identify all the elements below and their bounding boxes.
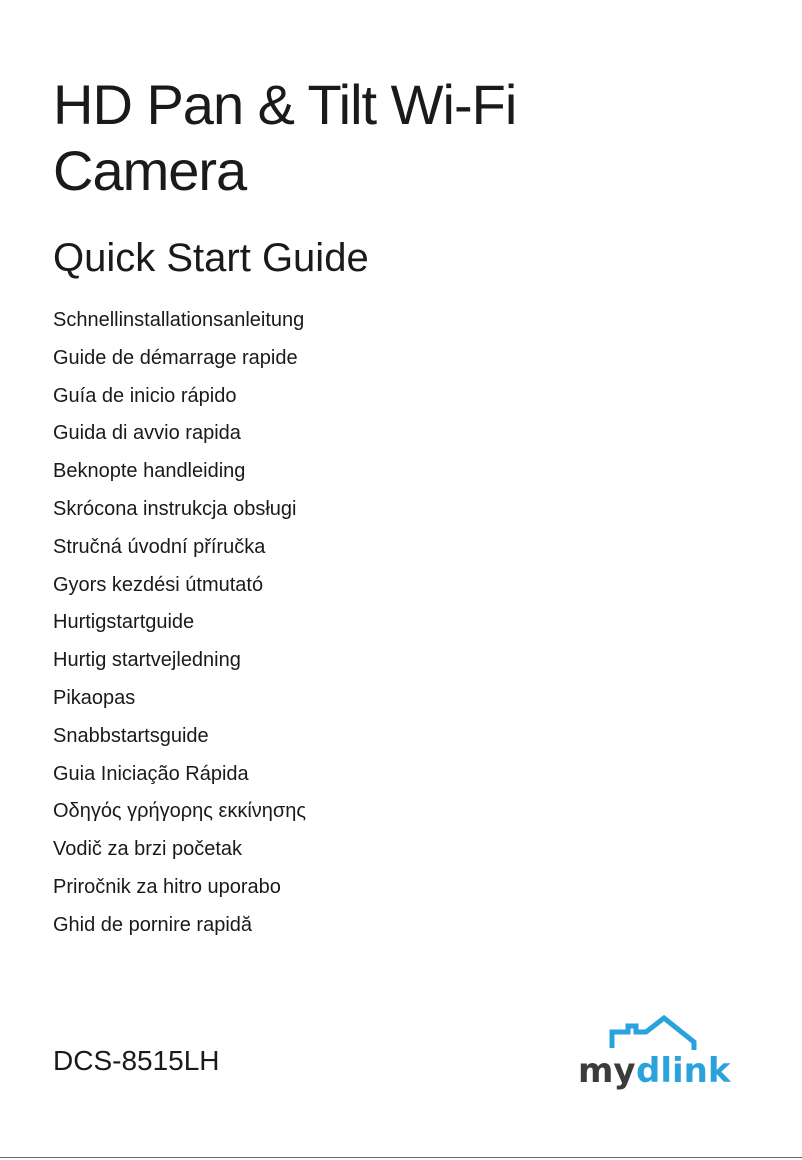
language-item: Ghid de pornire rapidă [53, 913, 253, 936]
product-title-line-1: HD Pan & Tilt Wi-Fi [53, 73, 517, 136]
language-item: Skrócona instrukcja obsługi [53, 497, 297, 520]
language-item: Beknopte handleiding [53, 460, 246, 483]
language-item: Hurtig startvejledning [53, 649, 241, 672]
language-item: Hurtigstartguide [53, 611, 195, 634]
language-item: Schnellinstallationsanleitung [53, 309, 305, 331]
bottom-divider [0, 1157, 802, 1158]
language-item: Pikaopas [53, 686, 136, 709]
house-roof-icon [612, 1018, 694, 1050]
product-title-line-2: Camera [53, 139, 247, 202]
product-title [53, 72, 516, 204]
logo-text-my: my [578, 1051, 636, 1091]
model-number: DCS-8515LH [53, 1045, 220, 1076]
language-list [53, 302, 306, 945]
language-item: Vodič za brzi početak [53, 838, 242, 861]
language-item: Stručná úvodní příručka [53, 535, 266, 558]
language-item: Guide de démarrage rapide [53, 346, 298, 369]
language-item: Οδηγός γρήγορης εκκίνησης [53, 800, 307, 823]
language-item: Guía de inicio rápido [53, 384, 237, 407]
guide-subtitle: Quick Start Guide [53, 236, 369, 280]
language-item: Guia Iniciação Rápida [53, 762, 249, 785]
language-item: Snabbstartsguide [53, 724, 209, 747]
language-item: Guida di avvio rapida [53, 422, 241, 445]
logo-text-dlink: dlink [636, 1051, 731, 1091]
language-item: Priročnik za hitro uporabo [53, 875, 281, 898]
language-item: Gyors kezdési útmutató [53, 573, 264, 596]
mydlink-logo [576, 1010, 736, 1100]
